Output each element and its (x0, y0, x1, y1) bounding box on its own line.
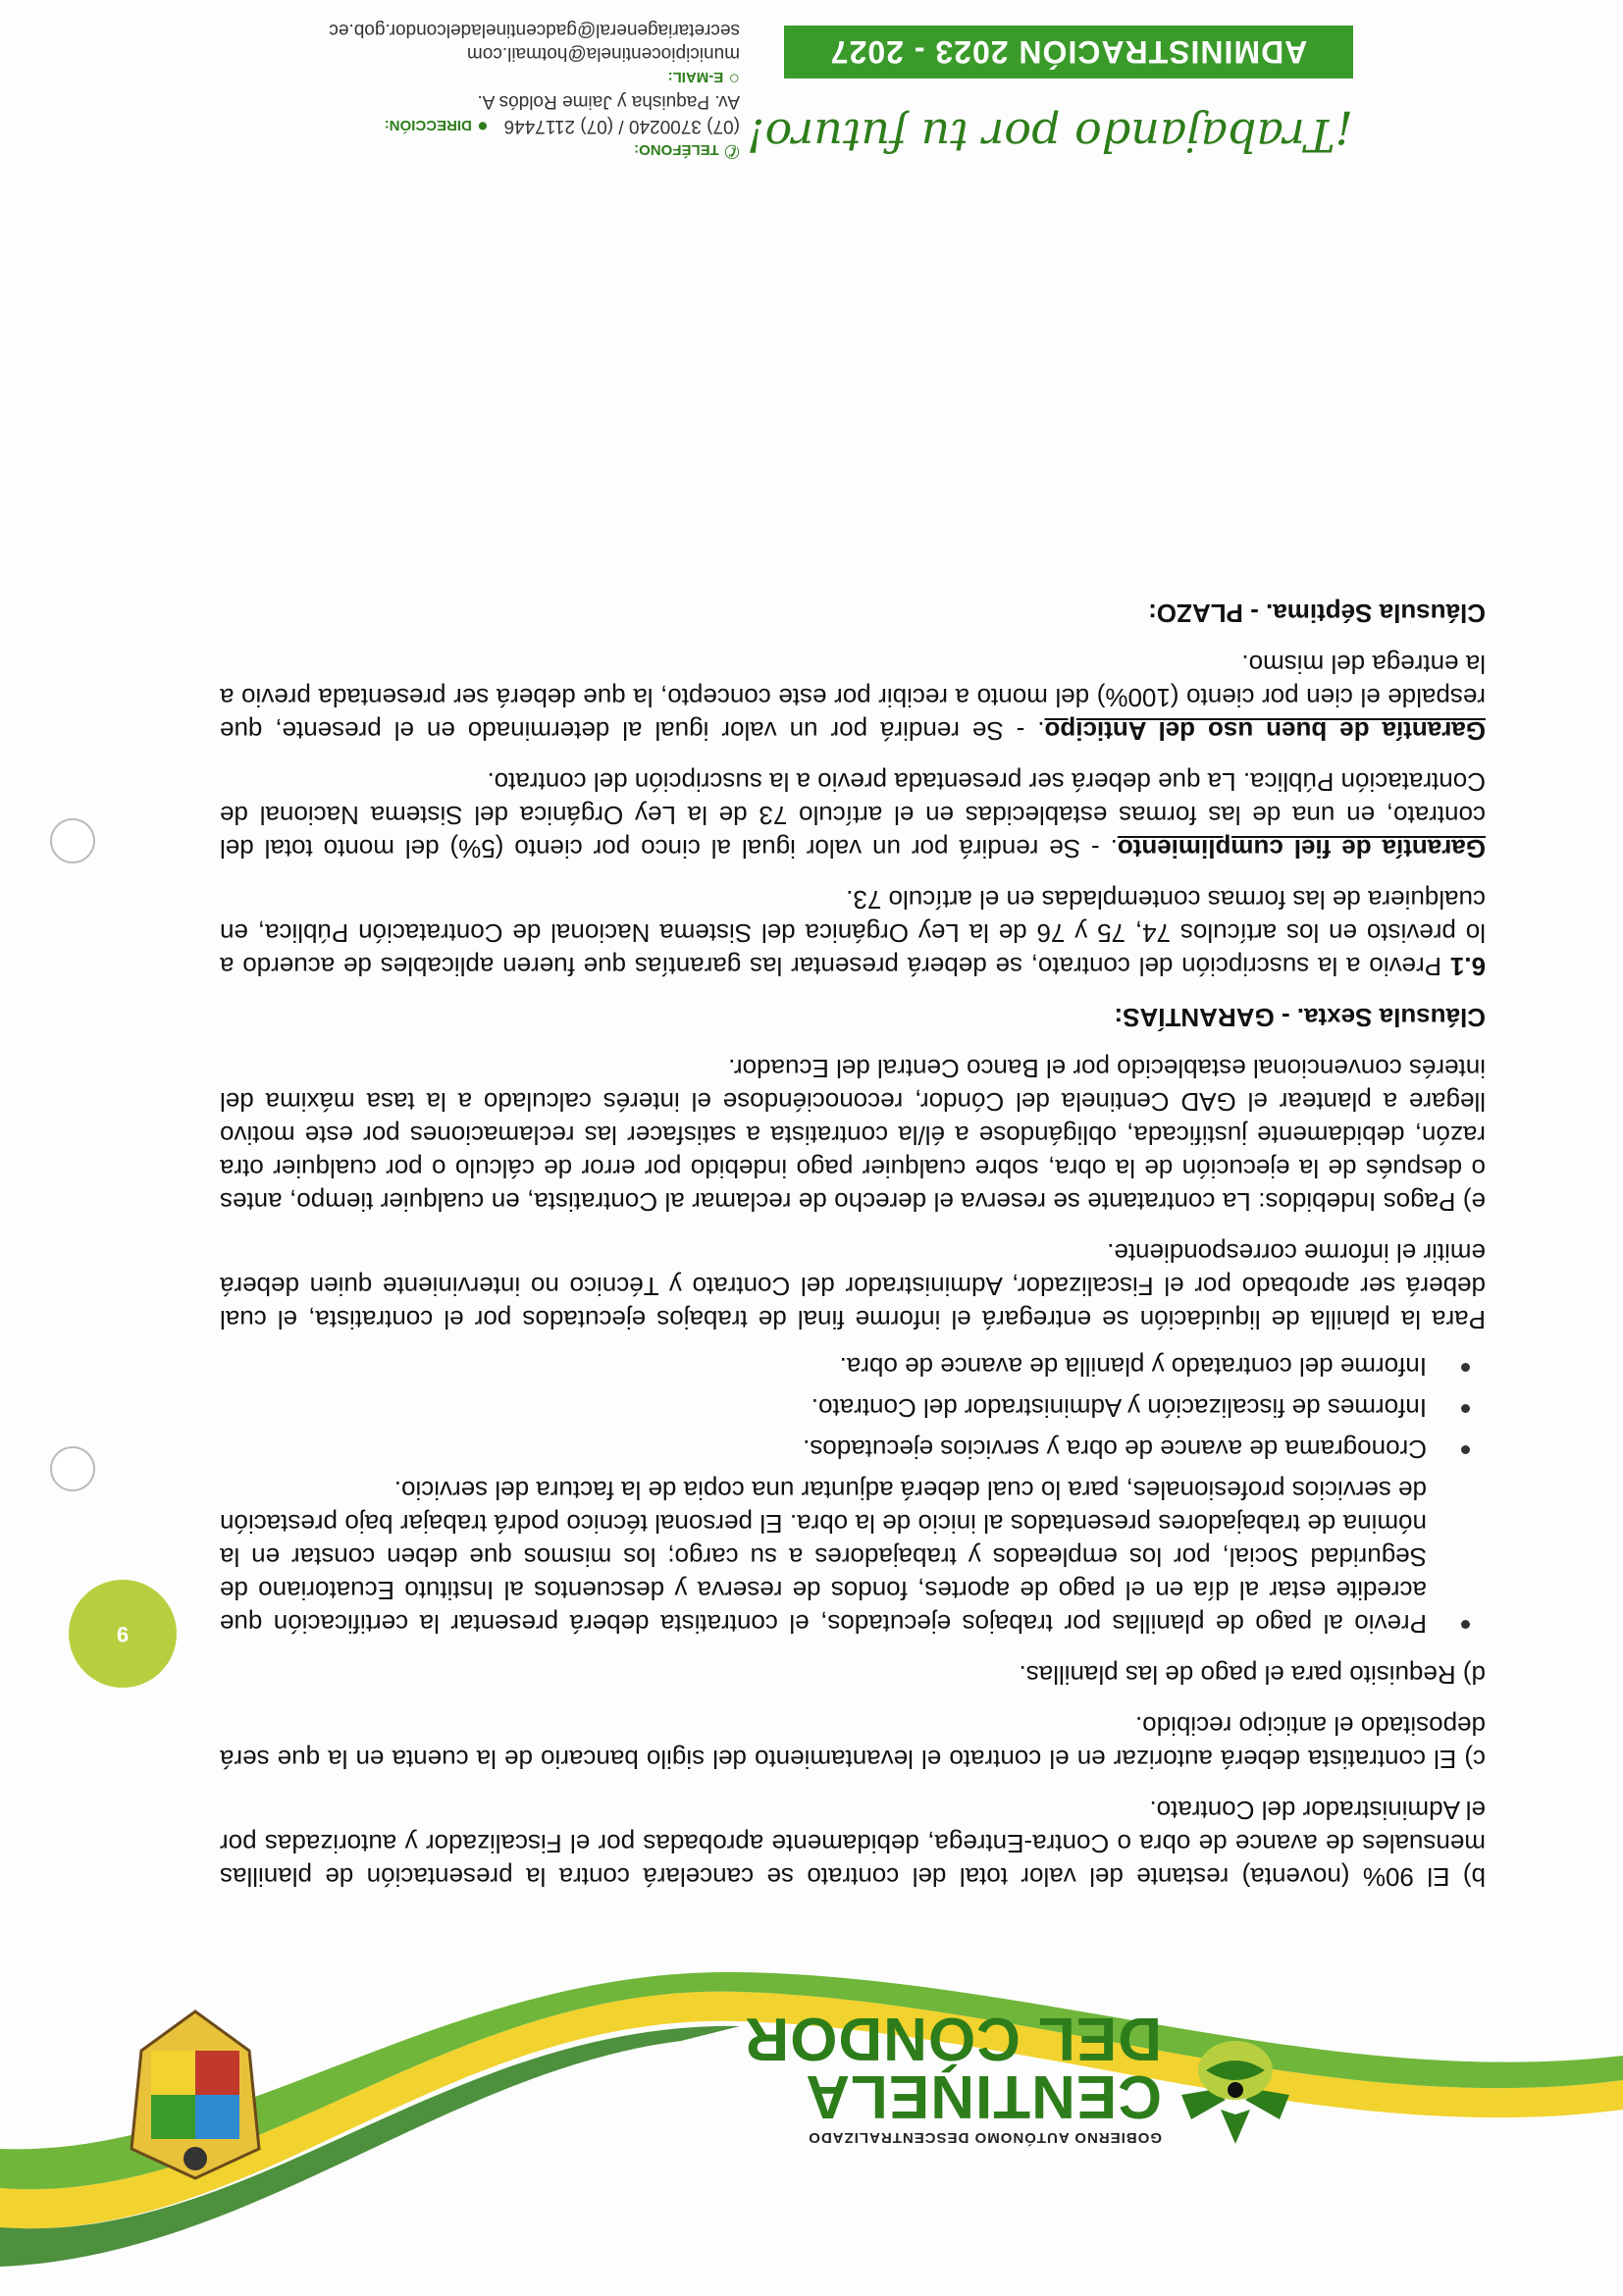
page-number-badge: 9 (69, 1580, 177, 1688)
email-label: E-MAIL: (667, 69, 724, 85)
paragraph-buen-uso-anticipo (220, 648, 1486, 748)
name-line-1: CENTINELA (805, 2061, 1162, 2130)
punch-hole-bottom (50, 818, 95, 863)
mail-icon: ○ (728, 68, 740, 88)
list-item: Previo al pago de planillas por trabajos ejecutados, el contratista deberá presentar la certificación que acredite estar al día en el pago de aportes, fondos de reserva y descuentos al Instituto Ecuatoriano de Seguridad Social, por los empleados y trabajadores a su cargo; los mismos que deben constar en la nómina de trabajadores presentados al inicio de la obra. El personal técnico podrá trabajar bajo prestación de servicios profesionales, para lo cual deberá adjuntar una copia de la factura del servicio. (220, 1476, 1427, 1639)
payment-requirements-list (220, 1350, 1486, 1641)
paragraph-fiel-cumplimiento (220, 765, 1486, 865)
name-line-2: DEL CÓNDOR (744, 2004, 1162, 2072)
heading-clausula-sexta: Cláusula Sexta. - GARANTÍAS: (1114, 1003, 1486, 1032)
paragraph-d: d) Requisito para el pago de las planillas. (1019, 1660, 1486, 1690)
phone-value: (07) 3700240 / (07) 2117446 (503, 116, 740, 136)
paragraph-b: b) El 90% (noventa) restante del valor total del contrato se cancelará contra la presentación de planillas mensuales de avance de obra o Contra-Entrega, debidamente aprobadas por el Fiscalizador y autorizadas por el Administrador del Contrato. (220, 1796, 1486, 1892)
coat-of-arms-icon (122, 2002, 269, 2188)
paragraph-6-1-text: Previo a la suscripción del contrato, se deberá presentar las garantías que fueren aplicables de acuerdo a lo previsto en los artículos 74, 75 y 76 de la Ley Orgánica del Sistema Nacional de Contratación Pública, en cualquiera de las formas contempladas en el artículo 73. (220, 885, 1486, 981)
address-value: Av. Paquisha y Jaime Roldós A. (477, 91, 740, 112)
phone-icon: ✆ (724, 140, 740, 161)
paragraph-liquidacion: Para la planilla de liquidación se entregará el informe final de trabajos ejecutados por el contratista, el cual deberá ser aprobado por el Fiscalizador, Administrador del Contrato y Técnico no interviniente quien deberá emitir el informe correspondiente. (220, 1238, 1486, 1334)
paragraph-6-1 (220, 883, 1486, 983)
letterhead-header (0, 1972, 1623, 2296)
fiel-cumplimiento-label: Garantía de fiel cumplimiento (1117, 834, 1486, 863)
contact-block (249, 18, 740, 162)
document-body (220, 579, 1486, 1894)
paragraph-c: c) El contratista deberá autorizar en el contrato el levantamiento del sigilo bancario de la cuenta en la que será depositado el anticipo recibido. (220, 1711, 1486, 1774)
paragraph-6-1-number: 6.1 (1449, 952, 1486, 981)
buen-uso-anticipo-text: . - Se rendirá por un valor igual al determinado en el presente, que respalde el cien por ciento (100%) del monto a recibir por este concepto, la que deberá ser presentada previo a la entrega del mismo. (220, 650, 1486, 746)
letterhead-footer (0, 0, 1623, 255)
institution-name (744, 2004, 1162, 2146)
list-item: Informes de fiscalización y Administrador del Contrato. (220, 1391, 1427, 1425)
email-value-2: secretariageneral@gadcentineladelcondor.gob.ec (329, 20, 740, 40)
slogan: ¡Trabajando por tu futuro! (747, 109, 1353, 162)
fiel-cumplimiento-text: . - Se rendirá por un valor igual al cinco por ciento (5%) del monto total del contrato, en una de las formas establecidas en el artículo 73 de la Ley Orgánica del Sistema Nacional de Contratación Pública. La que deberá ser presentada previo a la suscripción del contrato. (220, 767, 1486, 863)
email-value-1: municipiocentinela@hotmail.com (466, 43, 740, 64)
location-pin-icon: ● (477, 116, 489, 136)
condor-logo-icon (1172, 2031, 1299, 2149)
paragraph-e: e) Pagos Indebidos: La contratante se reserva el derecho de reclamar al Contratista, en cualquier tiempo, antes o después de la ejecución de la obra, sobre cualquier pago indebido por error de cálculo o por cualquier otra razón, debidamente justificada, obligándose a él/la contratista a satisfacer las reclamaciones por este motivo llegare a plantear el GAD Centinela del Cóndor, reconociéndose el interés calculado a la tasa máxima del interés convencional establecido por el Banco Central del Ecuador. (220, 1054, 1486, 1217)
gad-line: GOBIERNO AUTÓNOMO DESCENTRALIZADO (808, 2129, 1162, 2146)
punch-hole-top (50, 1446, 95, 1491)
phone-label: TELÉFONO: (634, 141, 719, 158)
address-label: DIRECCIÓN: (384, 117, 472, 133)
list-item: Cronograma de avance de obra y servicios ejecutados. (220, 1433, 1427, 1466)
list-item: Informe del contratado y planilla de avance de obra. (220, 1350, 1427, 1383)
heading-clausula-septima: Cláusula Séptima. - PLAZO: (1148, 599, 1486, 628)
administration-banner: ADMINISTRACIÓN 2023 - 2027 (784, 26, 1353, 78)
buen-uso-anticipo-label: Garantía de buen uso del Anticipo (1044, 716, 1486, 746)
